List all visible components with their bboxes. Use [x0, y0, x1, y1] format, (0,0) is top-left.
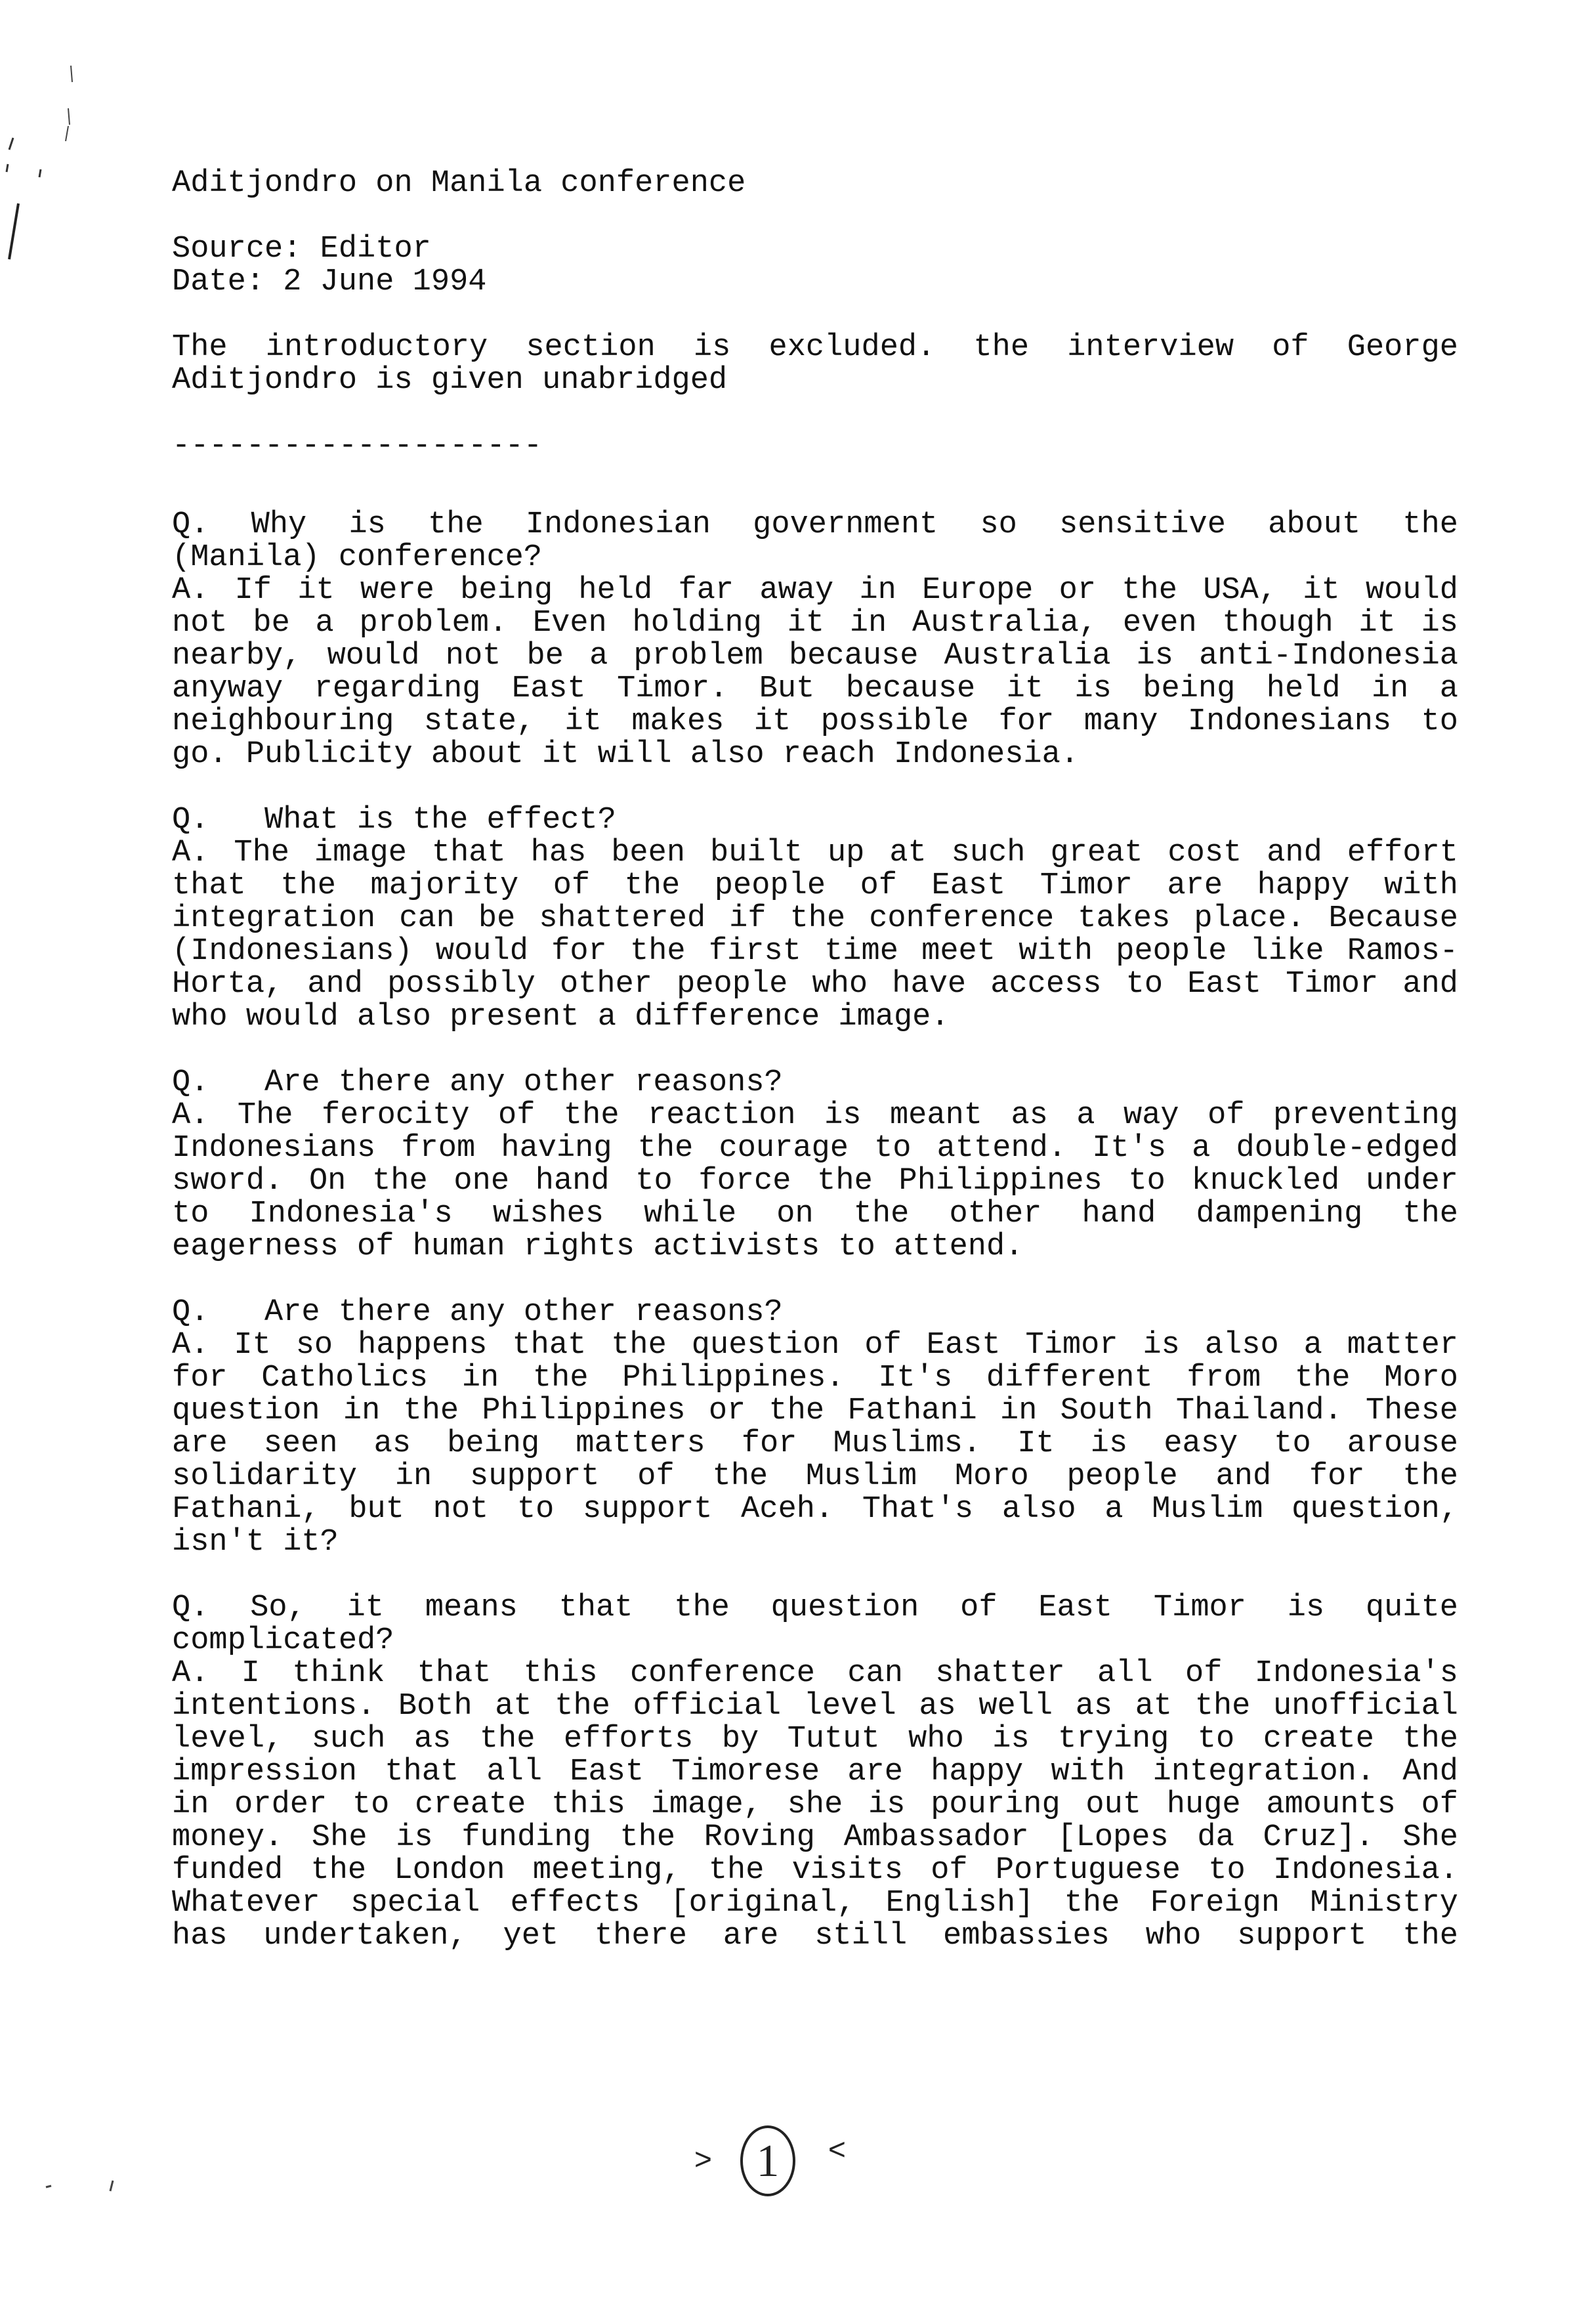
qa-block [172, 1296, 1458, 1559]
answer-line: (Indonesians) would for the first time meet with people like Ramos- [172, 934, 1458, 969]
intro-line: The introductory section is excluded. the interview of George [172, 330, 1458, 365]
answer-line: that the majority of the people of East Timor are happy with [172, 868, 1458, 903]
answer-line: for Catholics in the Philippines. It's different from the Moro [172, 1361, 1458, 1396]
document-body [172, 167, 1458, 1953]
answer-line: intentions. Both at the official level as well as at the unofficial [172, 1689, 1458, 1724]
question-line: Q. What is the effect? [172, 803, 616, 838]
page-number-right-mark: < [828, 2132, 846, 2166]
answer-line: level, such as the efforts by Tutut who is trying to create the [172, 1722, 1458, 1757]
question-line: Q. So, it means that the question of East Timor is quite [172, 1590, 1458, 1625]
question-line: Q. Are there any other reasons? [172, 1295, 783, 1330]
answer-line: A. I think that this conference can shatter all of Indonesia's [172, 1656, 1458, 1691]
answer-line: neighbouring state, it makes it possible for many Indonesians to [172, 704, 1458, 739]
answer-line: Fathani, but not to support Aceh. That's also a Muslim question, [172, 1492, 1458, 1527]
answer-line: has undertaken, yet there are still embassies who support the [172, 1919, 1458, 1953]
source-line: Source: Editor [172, 232, 431, 267]
answer-line: A. The image that has been built up at such great cost and effort [172, 836, 1458, 870]
answer-line: go. Publicity about it will also reach Indonesia. [172, 737, 1080, 772]
page-number-digit: 1 [756, 2136, 780, 2187]
answer-line: sword. On the one hand to force the Philippines to knuckled under [172, 1164, 1458, 1199]
page-number [682, 2114, 853, 2206]
question-line: Q. Are there any other reasons? [172, 1065, 783, 1100]
answer-line: anyway regarding East Timor. But because it is being held in a [172, 672, 1458, 706]
question-line: complicated? [172, 1623, 394, 1658]
answer-line: in order to create this image, she is pouring out huge amounts of [172, 1787, 1458, 1822]
answer-line: impression that all East Timorese are happy with integration. And [172, 1755, 1458, 1789]
qa-block [172, 509, 1458, 771]
answer-line: eagerness of human rights activists to attend. [172, 1229, 1024, 1264]
answer-line: who would also present a difference image. [172, 1000, 950, 1035]
qa-block [172, 1592, 1458, 1953]
page-number-mark [682, 2114, 853, 2206]
document-title: Aditjondro on Manila conference [172, 166, 746, 201]
answer-line: isn't it? [172, 1525, 339, 1560]
answer-line: integration can be shattered if the conference takes place. Because [172, 901, 1458, 936]
answer-line: Horta, and possibly other people who have access to East Timor and [172, 967, 1458, 1002]
question-line: (Manila) conference? [172, 540, 543, 575]
answer-line: A. If it were being held far away in Europe or the USA, it would [172, 573, 1458, 608]
answer-line: nearby, would not be a problem because Australia is anti-Indonesia [172, 639, 1458, 673]
answer-line: A. It so happens that the question of East Timor is also a matter [172, 1328, 1458, 1363]
margin-pen-marks [0, 0, 131, 2304]
answer-line: are seen as being matters for Muslims. It is easy to arouse [172, 1426, 1458, 1461]
date-line: Date: 2 June 1994 [172, 265, 487, 299]
answer-line: money. She is funding the Roving Ambassador [Lopes da Cruz]. She [172, 1820, 1458, 1855]
answer-line: solidarity in support of the Muslim Moro people and for the [172, 1459, 1458, 1494]
page-number-left-mark: > [694, 2142, 712, 2176]
answer-line: Whatever special effects [original, English] the Foreign Ministry [172, 1886, 1458, 1921]
question-line: Q. Why is the Indonesian government so sensitive about the [172, 507, 1458, 542]
intro-line: Aditjondro is given unabridged [172, 363, 728, 398]
qa-block [172, 1067, 1458, 1264]
separator-line: -------------------- [172, 429, 543, 463]
answer-line: Indonesians from having the courage to attend. It's a double-edged [172, 1131, 1458, 1166]
answer-line: A. The ferocity of the reaction is meant as a way of preventing [172, 1098, 1458, 1133]
answer-line: not be a problem. Even holding it in Australia, even though it is [172, 606, 1458, 641]
answer-line: to Indonesia's wishes while on the other hand dampening the [172, 1197, 1458, 1231]
answer-line: question in the Philippines or the Fathani in South Thailand. These [172, 1394, 1458, 1428]
qa-block [172, 804, 1458, 1034]
answer-line: funded the London meeting, the visits of Portuguese to Indonesia. [172, 1853, 1458, 1888]
